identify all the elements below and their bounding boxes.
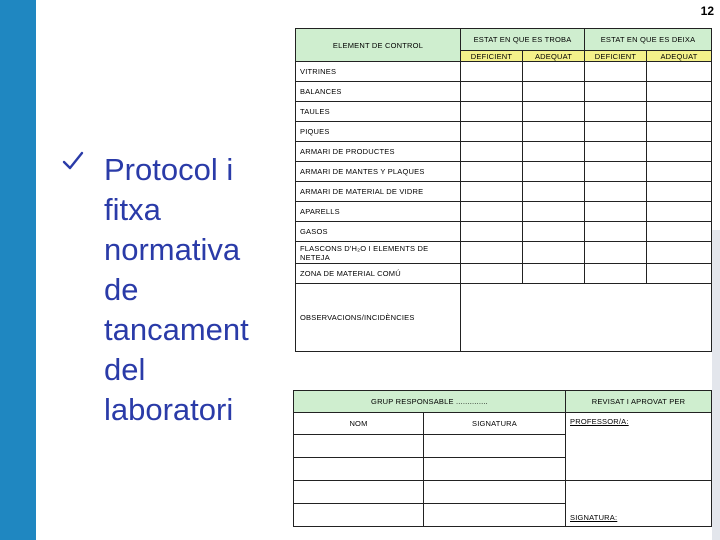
- check-cell[interactable]: [647, 142, 712, 162]
- check-cell[interactable]: [647, 82, 712, 102]
- name-cell[interactable]: [294, 481, 424, 504]
- check-cell[interactable]: [585, 162, 647, 182]
- check-cell[interactable]: [523, 122, 585, 142]
- signature-cell[interactable]: [424, 458, 566, 481]
- check-cell[interactable]: [585, 264, 647, 284]
- signature-column-header: SIGNATURA: [424, 413, 566, 435]
- name-cell[interactable]: [294, 435, 424, 458]
- check-cell[interactable]: [523, 102, 585, 122]
- check-cell[interactable]: [647, 102, 712, 122]
- sub-label-deficient: DEFICIENT: [585, 51, 647, 62]
- sub-label-adequate: ADEQUAT: [647, 51, 712, 62]
- check-cell[interactable]: [461, 182, 523, 202]
- check-cell[interactable]: [523, 264, 585, 284]
- row-label: FLASCONS D'H₂O I ELEMENTS DE NETEJA: [296, 242, 461, 264]
- approved-header: REVISAT I APROVAT PER: [566, 391, 712, 413]
- element-header: ELEMENT DE CONTROL: [296, 29, 461, 62]
- check-cell[interactable]: [461, 264, 523, 284]
- check-cell[interactable]: [523, 142, 585, 162]
- check-cell[interactable]: [585, 102, 647, 122]
- check-cell[interactable]: [461, 242, 523, 264]
- check-cell[interactable]: [585, 182, 647, 202]
- row-label: APARELLS: [296, 202, 461, 222]
- check-cell[interactable]: [647, 182, 712, 202]
- check-cell[interactable]: [523, 62, 585, 82]
- check-cell[interactable]: [585, 142, 647, 162]
- check-cell[interactable]: [585, 222, 647, 242]
- check-cell[interactable]: [585, 62, 647, 82]
- check-cell[interactable]: [523, 222, 585, 242]
- teacher-field[interactable]: [566, 413, 712, 481]
- check-cell[interactable]: [461, 62, 523, 82]
- check-cell[interactable]: [647, 62, 712, 82]
- check-cell[interactable]: [585, 242, 647, 264]
- page-number: 12: [700, 4, 714, 18]
- control-form-table: [295, 28, 712, 352]
- checkmark-icon: [62, 150, 98, 172]
- right-accent-bar: [712, 230, 720, 540]
- check-cell[interactable]: [461, 222, 523, 242]
- row-label: ZONA DE MATERIAL COMÚ: [296, 264, 461, 284]
- row-label: ARMARI DE MATERIAL DE VIDRE: [296, 182, 461, 202]
- check-cell[interactable]: [585, 122, 647, 142]
- check-cell[interactable]: [461, 142, 523, 162]
- group-left-header: ESTAT EN QUE ES DEIXA: [585, 29, 712, 51]
- check-cell[interactable]: [585, 82, 647, 102]
- row-label: ARMARI DE PRODUCTES: [296, 142, 461, 162]
- signature-cell[interactable]: [424, 504, 566, 527]
- group-found-header: ESTAT EN QUE ES TROBA: [461, 29, 585, 51]
- row-label: PIQUES: [296, 122, 461, 142]
- check-cell[interactable]: [647, 242, 712, 264]
- sub-label-adequate: ADEQUAT: [523, 51, 585, 62]
- check-cell[interactable]: [461, 202, 523, 222]
- row-label: BALANCES: [296, 82, 461, 102]
- row-label: ARMARI DE MANTES Y PLAQUES: [296, 162, 461, 182]
- row-label: TAULES: [296, 102, 461, 122]
- check-cell[interactable]: [461, 162, 523, 182]
- observations-label: OBSERVACIONS/INCIDÈNCIES: [296, 284, 461, 352]
- left-accent-bar: [0, 0, 36, 540]
- check-cell[interactable]: [523, 162, 585, 182]
- signature-cell[interactable]: [424, 481, 566, 504]
- check-cell[interactable]: [647, 162, 712, 182]
- check-cell[interactable]: [523, 202, 585, 222]
- responsible-group-header: GRUP RESPONSABLE ..............: [294, 391, 566, 413]
- signature-cell[interactable]: [424, 435, 566, 458]
- check-cell[interactable]: [647, 122, 712, 142]
- signature-label: SIGNATURA:: [570, 513, 618, 522]
- check-cell[interactable]: [523, 182, 585, 202]
- row-label: VITRINES: [296, 62, 461, 82]
- name-column-header: NOM: [294, 413, 424, 435]
- check-cell[interactable]: [461, 122, 523, 142]
- check-cell[interactable]: [647, 264, 712, 284]
- row-label: GASOS: [296, 222, 461, 242]
- name-cell[interactable]: [294, 458, 424, 481]
- name-cell[interactable]: [294, 504, 424, 527]
- check-cell[interactable]: [585, 202, 647, 222]
- check-cell[interactable]: [523, 242, 585, 264]
- approver-signature-field[interactable]: [566, 481, 712, 527]
- check-cell[interactable]: [461, 82, 523, 102]
- sub-label-deficient: DEFICIENT: [461, 51, 523, 62]
- teacher-label: PROFESSOR/A:: [570, 417, 629, 426]
- observations-field[interactable]: [461, 284, 712, 352]
- check-cell[interactable]: [523, 82, 585, 102]
- check-cell[interactable]: [461, 102, 523, 122]
- check-cell[interactable]: [647, 202, 712, 222]
- bullet-text: Protocol i fitxa normativa de tancament del laboratori: [104, 152, 249, 427]
- check-cell[interactable]: [647, 222, 712, 242]
- group-form-table: [293, 390, 712, 527]
